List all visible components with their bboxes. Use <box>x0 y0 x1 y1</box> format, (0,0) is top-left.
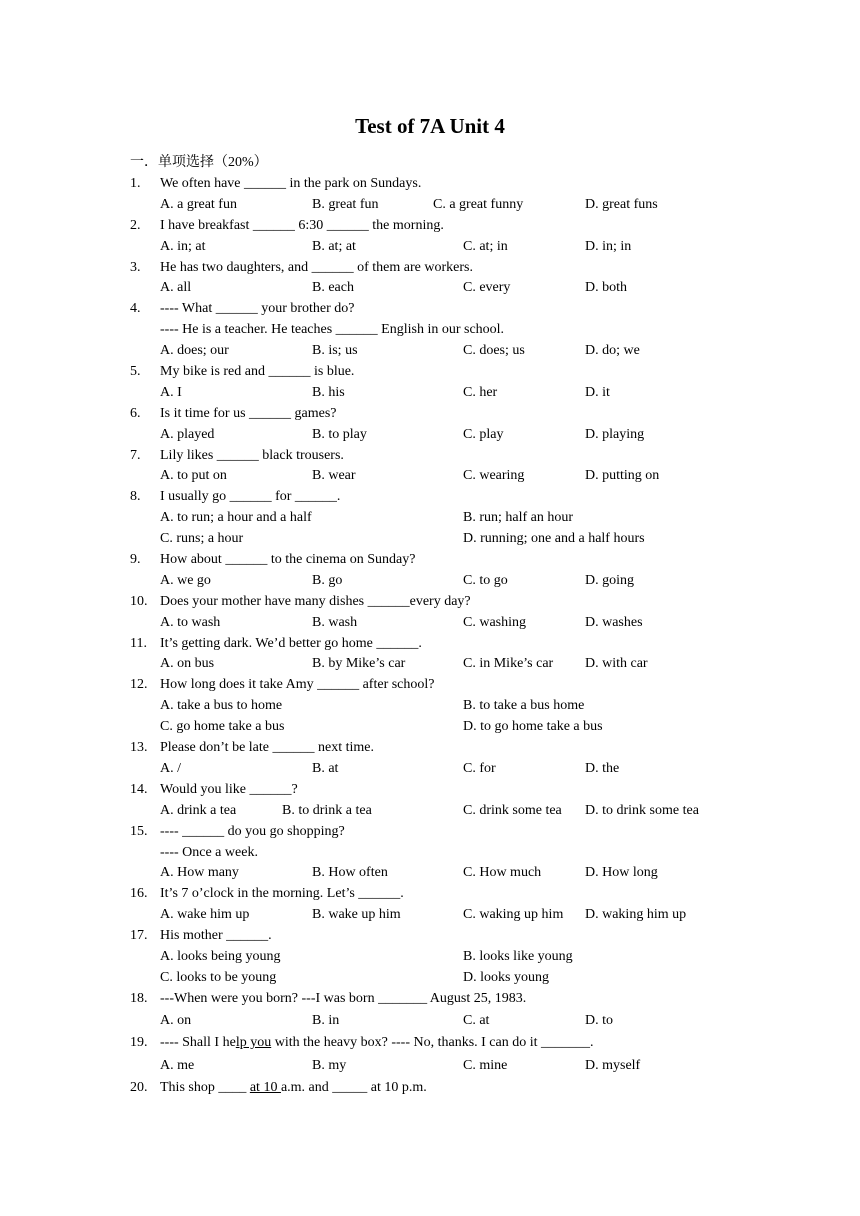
options-line <box>0 905 860 926</box>
option-d: D. the <box>585 760 620 776</box>
option-c: C. to go <box>463 572 508 588</box>
option-c: C. drink some tea <box>463 802 562 818</box>
option-c: C. runs; a hour <box>160 531 244 547</box>
option-d: D. putting on <box>585 468 660 484</box>
option-d: D. going <box>585 572 634 588</box>
option-d: D. do; we <box>585 343 640 359</box>
options-line <box>0 1055 860 1078</box>
option-d: D. great funs <box>585 196 658 212</box>
option-d: D. How long <box>585 865 658 881</box>
question-stem-line <box>0 550 860 571</box>
options-line <box>0 801 860 822</box>
option-a: A. to wash <box>160 614 221 630</box>
question-stem-line <box>0 1032 860 1055</box>
option-b: B. my <box>312 1057 347 1073</box>
question-stem-continued: ---- Once a week. <box>160 844 258 860</box>
question-number: 15. <box>130 823 148 839</box>
option-a: A. looks being young <box>160 948 281 964</box>
question-stem-line <box>0 675 860 696</box>
question-stem-line <box>0 446 860 467</box>
option-a: A. How many <box>160 865 239 881</box>
option-a: A. to put on <box>160 468 227 484</box>
option-a: A. / <box>160 760 181 776</box>
option-c: C. at <box>463 1012 490 1028</box>
question-number: 19. <box>130 1035 148 1051</box>
option-a: A. does; our <box>160 343 229 359</box>
option-a: A. in; at <box>160 238 206 254</box>
options-line <box>0 759 860 780</box>
options-line <box>0 383 860 404</box>
option-c: C. a great funny <box>433 196 524 212</box>
option-c: C. washing <box>463 614 526 630</box>
options-line <box>0 947 860 968</box>
option-a: A. take a bus to home <box>160 698 283 714</box>
options-line <box>0 529 860 550</box>
option-b: B. wear <box>312 468 356 484</box>
question-stem: I usually go ______ for ______. <box>160 489 341 505</box>
question-stem: It’s getting dark. We’d better go home ______. <box>160 635 422 651</box>
option-a: A. played <box>160 426 215 442</box>
underlined-phrase: at 10 <box>249 1080 281 1096</box>
question-stem-line <box>0 258 860 279</box>
options-line <box>0 1010 860 1033</box>
question-stem-line <box>0 592 860 613</box>
question-stem: Is it time for us ______ games? <box>160 405 337 421</box>
question-stem: Would you like ______? <box>160 781 298 797</box>
option-b: B. to play <box>312 426 367 442</box>
question-number: 1. <box>130 176 141 191</box>
question-number: 3. <box>130 259 141 275</box>
option-c: C. play <box>463 426 504 442</box>
question-stem-line-2 <box>0 320 860 341</box>
question-stem-part: ---- Shall I he <box>160 1035 236 1051</box>
question-stem: It’s 7 o’clock in the morning. Let’s ______. <box>160 886 404 902</box>
options-line <box>0 508 860 529</box>
question-stem-line <box>0 634 860 655</box>
options-line <box>0 195 860 216</box>
option-c: C. mine <box>463 1057 508 1073</box>
question-stem-line <box>0 738 860 759</box>
question-stem: ---When were you born? ---I was born _______ August 25, 1983. <box>160 990 527 1006</box>
question-stem: I have breakfast ______ 6:30 ______ the morning. <box>160 217 444 233</box>
option-d: D. to drink some tea <box>585 802 699 818</box>
question-stem-line <box>0 487 860 508</box>
options-line <box>0 654 860 675</box>
question-stem-line <box>0 884 860 905</box>
option-b: B. to drink a tea <box>282 802 372 818</box>
option-a: A. on <box>160 1012 192 1028</box>
option-d: D. waking him up <box>585 907 687 923</box>
option-d: D. to go home take a bus <box>463 719 603 735</box>
question-number: 12. <box>130 677 148 693</box>
question-number: 5. <box>130 364 141 380</box>
option-b: B. run; half an hour <box>463 510 574 526</box>
question-stem-part: a.m. and _____ at 10 p.m. <box>280 1080 427 1096</box>
question-stem-line <box>0 216 860 237</box>
option-d: D. it <box>585 384 610 400</box>
question-stem: We often have ______ in the park on Sundays. <box>160 176 422 191</box>
option-d: D. playing <box>585 426 645 442</box>
option-a: A. me <box>160 1057 195 1073</box>
option-c: C. every <box>463 280 511 296</box>
question-stem-line <box>0 299 860 320</box>
question-stem-part: This shop ____ <box>160 1080 250 1096</box>
option-c: C. looks to be young <box>160 969 277 985</box>
options-line <box>0 466 860 487</box>
option-a: A. all <box>160 280 192 296</box>
question-stem-continued: ---- He is a teacher. He teaches ______ English in our school. <box>160 322 505 338</box>
option-b: B. looks like young <box>463 948 573 964</box>
option-d: D. to <box>585 1012 613 1028</box>
option-a: A. to run; a hour and a half <box>160 510 312 526</box>
section-heading: 一．单项选择（20%） <box>130 155 268 170</box>
option-d: D. looks young <box>463 969 549 985</box>
question-stem-line <box>0 822 860 843</box>
question-stem-line <box>0 926 860 947</box>
options-line <box>0 425 860 446</box>
question-number: 13. <box>130 740 148 756</box>
question-stem: His mother ______. <box>160 928 272 944</box>
option-d: D. in; in <box>585 238 632 254</box>
question-stem: How long does it take Amy ______ after school? <box>160 677 435 693</box>
question-stem-line <box>0 989 860 1010</box>
question-stem-line <box>0 404 860 425</box>
question-stem: Please don’t be late ______ next time. <box>160 740 374 756</box>
question-stem: My bike is red and ______ is blue. <box>160 364 355 380</box>
option-c: C. for <box>463 760 496 776</box>
question-stem-line <box>0 780 860 801</box>
question-number: 2. <box>130 217 141 233</box>
option-d: D. both <box>585 280 627 296</box>
question-stem-line <box>0 1077 860 1100</box>
question-stem: ---- What ______ your brother do? <box>160 301 355 317</box>
option-b: B. each <box>312 280 354 296</box>
option-a: A. we go <box>160 572 211 588</box>
option-c: C. How much <box>463 865 542 881</box>
option-c: C. her <box>463 384 498 400</box>
option-b: B. to take a bus home <box>463 698 585 714</box>
question-stem <box>160 1032 594 1055</box>
question-stem <box>160 1077 427 1100</box>
options-line <box>0 237 860 258</box>
question-stem: Lily likes ______ black trousers. <box>160 447 344 463</box>
question-number: 8. <box>130 489 141 505</box>
option-c: C. wearing <box>463 468 525 484</box>
question-number: 7. <box>130 447 141 463</box>
underlined-phrase: lp you <box>235 1035 272 1051</box>
option-b: B. in <box>312 1012 340 1028</box>
option-c: C. in Mike’s car <box>463 656 554 672</box>
option-a: A. drink a tea <box>160 802 237 818</box>
question-stem: Does your mother have many dishes ______every day? <box>160 593 471 609</box>
option-b: B. by Mike’s car <box>312 656 406 672</box>
option-b: B. How often <box>312 865 388 881</box>
question-stem-line <box>0 174 860 195</box>
options-line <box>0 278 860 299</box>
question-stem-line <box>0 362 860 383</box>
option-c: C. does; us <box>463 343 525 359</box>
question-stem-line-2 <box>0 843 860 864</box>
page-title: Test of 7A Unit 4 <box>355 114 505 138</box>
option-d: D. running; one and a half hours <box>463 531 645 547</box>
options-line <box>0 863 860 884</box>
option-b: B. his <box>312 384 345 400</box>
question-stem: How about ______ to the cinema on Sunday? <box>160 552 416 568</box>
option-b: B. wake up him <box>312 907 401 923</box>
question-list <box>0 174 860 1100</box>
options-line <box>0 341 860 362</box>
option-b: B. go <box>312 572 343 588</box>
question-number: 17. <box>130 928 148 944</box>
option-d: D. with car <box>585 656 648 672</box>
question-number: 16. <box>130 886 148 902</box>
option-a: A. I <box>160 384 182 400</box>
option-d: D. washes <box>585 614 643 630</box>
options-line <box>0 613 860 634</box>
option-a: A. wake him up <box>160 907 250 923</box>
options-line <box>0 968 860 989</box>
question-stem: He has two daughters, and ______ of them are workers. <box>160 259 473 275</box>
question-number: 6. <box>130 405 141 421</box>
question-number: 4. <box>130 301 141 317</box>
options-line <box>0 571 860 592</box>
option-c: C. at; in <box>463 238 508 254</box>
option-c: C. waking up him <box>463 907 564 923</box>
question-number: 10. <box>130 593 148 609</box>
question-number: 20. <box>130 1080 148 1096</box>
question-number: 9. <box>130 552 141 568</box>
option-c: C. go home take a bus <box>160 719 285 735</box>
question-number: 18. <box>130 990 148 1006</box>
option-d: D. myself <box>585 1057 641 1073</box>
option-b: B. at <box>312 760 339 776</box>
question-number: 11. <box>130 635 147 651</box>
question-number: 14. <box>130 781 148 797</box>
options-line <box>0 696 860 717</box>
question-stem-part: with the heavy box? ---- No, thanks. I can do it _______. <box>271 1035 594 1051</box>
option-b: B. is; us <box>312 343 358 359</box>
option-b: B. great fun <box>312 196 379 212</box>
question-stem: ---- ______ do you go shopping? <box>160 823 345 839</box>
option-a: A. on bus <box>160 656 215 672</box>
option-b: B. at; at <box>312 238 356 254</box>
option-b: B. wash <box>312 614 358 630</box>
option-a: A. a great fun <box>160 196 237 212</box>
options-line <box>0 717 860 738</box>
